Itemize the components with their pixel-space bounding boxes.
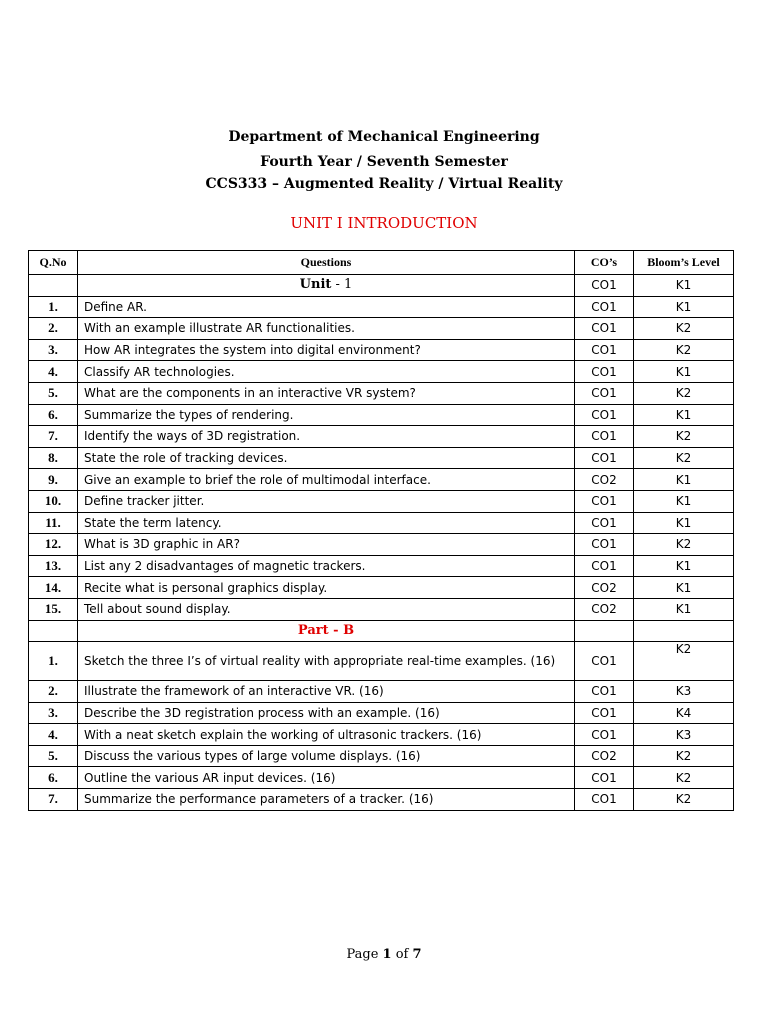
unit-section-label: Unit - 1	[78, 275, 575, 297]
question-text: What are the components in an interactive VR system?	[78, 382, 575, 404]
table-row	[29, 512, 734, 534]
blooms-cell: K2	[634, 789, 734, 811]
question-number: 3.	[29, 702, 78, 724]
part-b-section-row	[29, 620, 734, 642]
question-number: 1.	[29, 296, 78, 318]
question-text: Summarize the performance parameters of a tracker. (16)	[78, 789, 575, 811]
co-cell: CO1	[575, 296, 634, 318]
co-cell: CO1	[575, 702, 634, 724]
question-number: 7.	[29, 426, 78, 448]
question-text: How AR integrates the system into digital environment?	[78, 339, 575, 361]
question-number: 4.	[29, 724, 78, 746]
blooms-cell: K1	[634, 555, 734, 577]
question-text: Classify AR technologies.	[78, 361, 575, 383]
question-text: Give an example to brief the role of multimodal interface.	[78, 469, 575, 491]
blooms-cell: K2	[634, 642, 734, 681]
co-cell: CO1	[575, 767, 634, 789]
question-number: 10.	[29, 490, 78, 512]
empty-cell	[634, 620, 734, 642]
blooms-cell: K2	[634, 534, 734, 556]
table-row	[29, 724, 734, 746]
question-text: With an example illustrate AR functionalities.	[78, 318, 575, 340]
question-number: 5.	[29, 745, 78, 767]
empty-cell	[29, 620, 78, 642]
blooms-cell: K2	[634, 447, 734, 469]
question-text: Outline the various AR input devices. (16)	[78, 767, 575, 789]
co-cell: CO1	[575, 555, 634, 577]
table-row	[29, 642, 734, 681]
question-text: Define tracker jitter.	[78, 490, 575, 512]
blooms-cell: K1	[634, 296, 734, 318]
question-text: Illustrate the framework of an interactive VR. (16)	[78, 681, 575, 703]
question-text: Describe the 3D registration process with an example. (16)	[78, 702, 575, 724]
question-text: State the role of tracking devices.	[78, 447, 575, 469]
part-b-label: Part - B	[78, 620, 575, 642]
year-semester: Fourth Year / Seventh Semester	[260, 154, 508, 170]
blooms-cell: K2	[634, 339, 734, 361]
co-cell: CO1	[575, 512, 634, 534]
blooms-cell: K2	[634, 767, 734, 789]
question-text: Recite what is personal graphics display.	[78, 577, 575, 599]
question-text: Summarize the types of rendering.	[78, 404, 575, 426]
question-number: 5.	[29, 382, 78, 404]
co-cell: CO2	[575, 577, 634, 599]
unit-section-row	[29, 275, 734, 297]
co-cell: CO1	[575, 534, 634, 556]
question-text: Sketch the three I’s of virtual reality with appropriate real-time examples. (16)	[78, 642, 575, 681]
table-row	[29, 789, 734, 811]
question-number: 2.	[29, 681, 78, 703]
table-row	[29, 745, 734, 767]
blooms-cell: K1	[634, 275, 734, 297]
table-row	[29, 382, 734, 404]
header-cos: CO’s	[575, 251, 634, 275]
question-number: 4.	[29, 361, 78, 383]
table-row	[29, 702, 734, 724]
table-row	[29, 555, 734, 577]
co-cell: CO2	[575, 598, 634, 620]
blooms-cell: K1	[634, 469, 734, 491]
co-cell: CO1	[575, 318, 634, 340]
question-text: State the term latency.	[78, 512, 575, 534]
unit-title: UNIT I INTRODUCTION	[290, 214, 478, 232]
blooms-cell: K3	[634, 681, 734, 703]
question-number: 9.	[29, 469, 78, 491]
table-row	[29, 469, 734, 491]
co-cell: CO1	[575, 681, 634, 703]
co-cell: CO1	[575, 447, 634, 469]
question-number: 12.	[29, 534, 78, 556]
question-text: What is 3D graphic in AR?	[78, 534, 575, 556]
question-text: Define AR.	[78, 296, 575, 318]
blooms-cell: K1	[634, 577, 734, 599]
table-row	[29, 361, 734, 383]
co-cell: CO1	[575, 642, 634, 681]
blooms-cell: K3	[634, 724, 734, 746]
co-cell: CO2	[575, 469, 634, 491]
question-number: 2.	[29, 318, 78, 340]
header-qno: Q.No	[29, 251, 78, 275]
co-cell: CO1	[575, 404, 634, 426]
question-number: 13.	[29, 555, 78, 577]
blooms-cell: K4	[634, 702, 734, 724]
question-number: 6.	[29, 404, 78, 426]
empty-cell	[29, 275, 78, 297]
table-row	[29, 577, 734, 599]
co-cell: CO1	[575, 382, 634, 404]
table-row	[29, 681, 734, 703]
table-row	[29, 598, 734, 620]
blooms-cell: K2	[634, 318, 734, 340]
question-text: List any 2 disadvantages of magnetic trackers.	[78, 555, 575, 577]
table-body	[29, 275, 734, 811]
header-questions: Questions	[78, 251, 575, 275]
table-row	[29, 767, 734, 789]
table-row	[29, 318, 734, 340]
co-cell: CO1	[575, 426, 634, 448]
question-text: Identify the ways of 3D registration.	[78, 426, 575, 448]
table-row	[29, 404, 734, 426]
question-number: 1.	[29, 642, 78, 681]
table-row	[29, 339, 734, 361]
blooms-cell: K1	[634, 598, 734, 620]
question-table	[28, 250, 734, 811]
blooms-cell: K2	[634, 382, 734, 404]
question-number: 11.	[29, 512, 78, 534]
table-row	[29, 426, 734, 448]
empty-cell	[575, 620, 634, 642]
co-cell: CO1	[575, 361, 634, 383]
blooms-cell: K1	[634, 361, 734, 383]
header-blooms: Bloom’s Level	[634, 251, 734, 275]
question-number: 14.	[29, 577, 78, 599]
blooms-cell: K1	[634, 404, 734, 426]
question-number: 3.	[29, 339, 78, 361]
blooms-cell: K1	[634, 512, 734, 534]
co-cell: CO1	[575, 490, 634, 512]
question-number: 7.	[29, 789, 78, 811]
table-row	[29, 447, 734, 469]
co-cell: CO1	[575, 789, 634, 811]
page-footer: Page 1 of 7	[346, 947, 422, 962]
question-number: 8.	[29, 447, 78, 469]
department-title: Department of Mechanical Engineering	[228, 129, 540, 145]
course-title: CCS333 – Augmented Reality / Virtual Reality	[205, 176, 563, 192]
question-number: 6.	[29, 767, 78, 789]
table-header-row	[29, 251, 734, 275]
question-text: Discuss the various types of large volume displays. (16)	[78, 745, 575, 767]
co-cell: CO1	[575, 339, 634, 361]
table-row	[29, 296, 734, 318]
question-number: 15.	[29, 598, 78, 620]
blooms-cell: K2	[634, 745, 734, 767]
blooms-cell: K2	[634, 426, 734, 448]
question-text: With a neat sketch explain the working of ultrasonic trackers. (16)	[78, 724, 575, 746]
co-cell: CO2	[575, 745, 634, 767]
co-cell: CO1	[575, 724, 634, 746]
question-text: Tell about sound display.	[78, 598, 575, 620]
co-cell: CO1	[575, 275, 634, 297]
blooms-cell: K1	[634, 490, 734, 512]
table-row	[29, 534, 734, 556]
table-row	[29, 490, 734, 512]
